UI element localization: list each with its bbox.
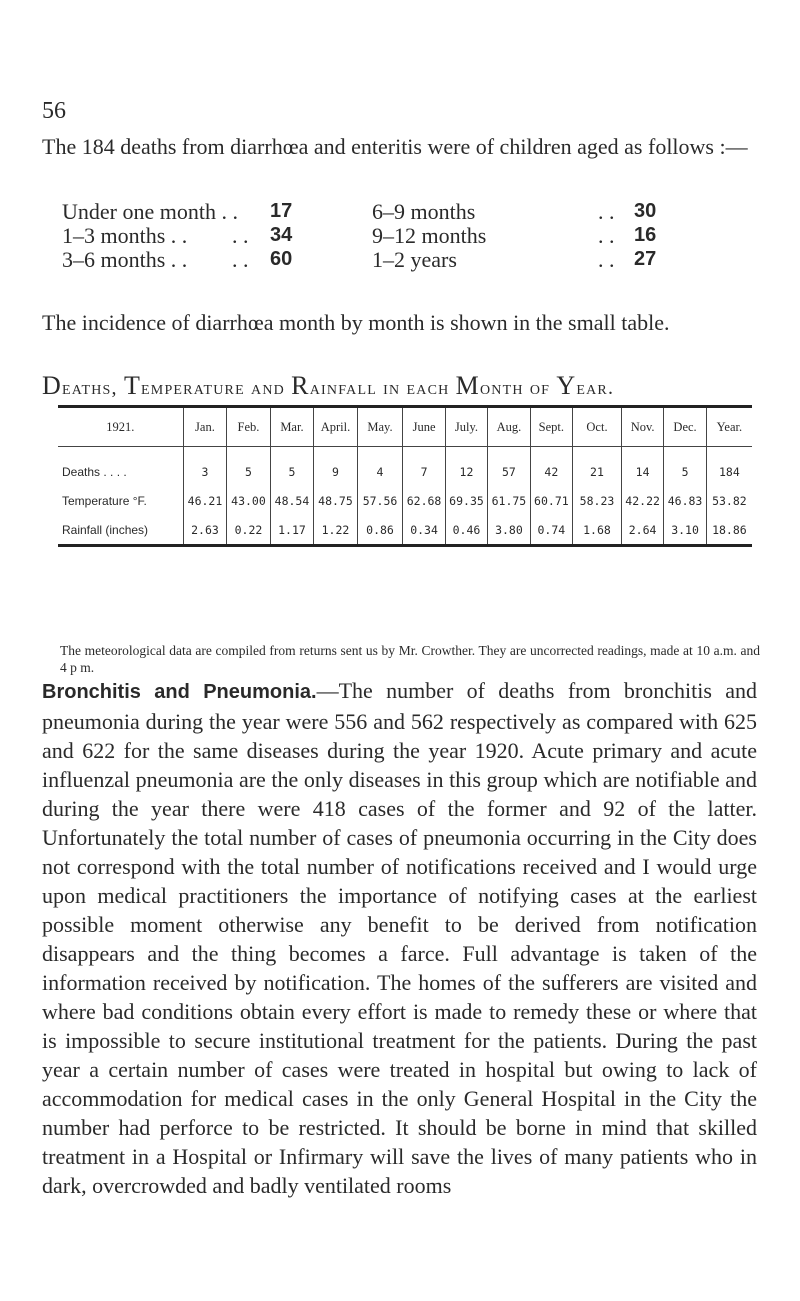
table-cell: 42.22: [621, 486, 663, 515]
age-label: 6–9 months: [372, 199, 476, 224]
table-cell: 57: [488, 447, 530, 487]
table-row-deaths: [58, 447, 752, 487]
table-cell: 1.68: [573, 515, 622, 546]
bronchitis-section: [42, 676, 757, 1200]
column-header: May.: [357, 407, 403, 447]
column-header: July.: [445, 407, 487, 447]
table-cell: 3.80: [488, 515, 530, 546]
table-footnote: The meteorological data are compiled from returns sent us by Mr. Crowther. They are uncorrected readings, made at 10 a.m. and 4 p m.: [60, 643, 760, 675]
column-header: Feb.: [227, 407, 271, 447]
table-cell: 12: [445, 447, 487, 487]
table-cell: 42: [530, 447, 572, 487]
column-header: Nov.: [621, 407, 663, 447]
age-count: 27: [634, 248, 657, 270]
age-leader: . .: [598, 247, 615, 272]
column-header: Sept.: [530, 407, 572, 447]
row-label: Temperature °F.: [62, 493, 147, 508]
table-cell: 43.00: [227, 486, 271, 515]
row-label: Deaths . . . .: [62, 464, 127, 479]
table-cell: 0.46: [445, 515, 487, 546]
table-cell: 5: [227, 447, 271, 487]
table-cell: 62.68: [403, 486, 445, 515]
table-cell: 4: [357, 447, 403, 487]
age-leader: . .: [232, 247, 249, 272]
column-header: Mar.: [270, 407, 314, 447]
table-cell: 7: [403, 447, 445, 487]
table-cell: 2.64: [621, 515, 663, 546]
column-header: Oct.: [573, 407, 622, 447]
intro-paragraph: The 184 deaths from diarrhœa and enteritis were of children aged as follows :—: [42, 134, 748, 159]
age-label: 9–12 months: [372, 223, 487, 248]
age-count: 16: [634, 224, 657, 246]
age-leader: . .: [232, 223, 249, 248]
table-cell: 60.71: [530, 486, 572, 515]
table-cell: 0.74: [530, 515, 572, 546]
table-cell: 58.23: [573, 486, 622, 515]
table-row-temperature: [58, 486, 752, 515]
table-cell: 0.34: [403, 515, 445, 546]
incidence-paragraph: The incidence of diarrhœa month by month is shown in the small table.: [42, 310, 670, 335]
age-count: 34: [270, 224, 293, 246]
column-header: Aug.: [488, 407, 530, 447]
section-text: —The number of deaths from bronchitis and pneumonia during the year were 556 and 562 respectively as compared with 625 and 622 for the same diseases during the year 1920. Acute primary and acute influenzal pneumonia are the only diseases in this group which are notifiable and during the year there were 418 cases of the former and 92 of the latter. Unfortunately the total number of cases of pneumonia occurring in the City does not correspond with the total number of notifications received and I would urge upon medical practitioners the importance of notifying cases at the earliest possible moment otherwise any benefit to be derived from notification disappears and the thing becomes a farce. Full advantage is taken of the information received by notification. The homes of the sufferers are visited and where bad conditions obtain every effort is made to remedy these or where that is impossible to secure institutional treatment for the patients. During the past year a certain number of cases were treated in hospital but owing to lack of accommodation for medical cases in the only General Hospital in the City the number had perforce to be restricted. It should be borne in mind that skilled treatment in a Hospital or Infirmary will save the lives of many patients who in dark, overcrowded and badly ventilated rooms: [42, 678, 757, 1198]
page-number: 56: [42, 98, 66, 124]
row-label: Rainfall (inches): [62, 522, 149, 537]
table-cell: 48.75: [314, 486, 358, 515]
age-count: 30: [634, 200, 657, 222]
table-cell: 53.82: [706, 486, 752, 515]
table-cell: 5: [664, 447, 706, 487]
column-header: Dec.: [664, 407, 706, 447]
table-cell: 1.17: [270, 515, 314, 546]
table-cell: 2.63: [183, 515, 227, 546]
age-label: Under one month . .: [62, 199, 238, 224]
table-cell: 61.75: [488, 486, 530, 515]
table-title: Deaths, Temperature and Rainfall in each Month of Year.: [42, 371, 615, 400]
table-cell: 21: [573, 447, 622, 487]
column-header: April.: [314, 407, 358, 447]
age-label: 1–2 years: [372, 247, 457, 272]
table-cell: 14: [621, 447, 663, 487]
age-label: 3–6 months . .: [62, 247, 188, 272]
table-cell: 0.22: [227, 515, 271, 546]
column-header: June: [403, 407, 445, 447]
section-heading: Bronchitis and Pneumonia.: [42, 681, 317, 703]
table-cell: 3.10: [664, 515, 706, 546]
table-cell: 9: [314, 447, 358, 487]
table-cell: 0.86: [357, 515, 403, 546]
column-header: 1921.: [58, 407, 183, 447]
age-label: 1–3 months . .: [62, 223, 188, 248]
table-cell: 5: [270, 447, 314, 487]
table-cell: 69.35: [445, 486, 487, 515]
table-header-row: [58, 407, 752, 447]
table-cell: 46.21: [183, 486, 227, 515]
column-header: Jan.: [183, 407, 227, 447]
age-count: 60: [270, 248, 293, 270]
age-leader: . .: [598, 199, 615, 224]
table-cell: 46.83: [664, 486, 706, 515]
column-header: Year.: [706, 407, 752, 447]
age-leader: . .: [598, 223, 615, 248]
table-cell: 18.86: [706, 515, 752, 546]
age-count: 17: [270, 200, 293, 222]
table-cell: 1.22: [314, 515, 358, 546]
monthly-data-table: [58, 405, 752, 547]
table-cell: 184: [706, 447, 752, 487]
table-cell: 57.56: [357, 486, 403, 515]
table-cell: 3: [183, 447, 227, 487]
table-cell: 48.54: [270, 486, 314, 515]
table-row-rainfall: [58, 515, 752, 546]
